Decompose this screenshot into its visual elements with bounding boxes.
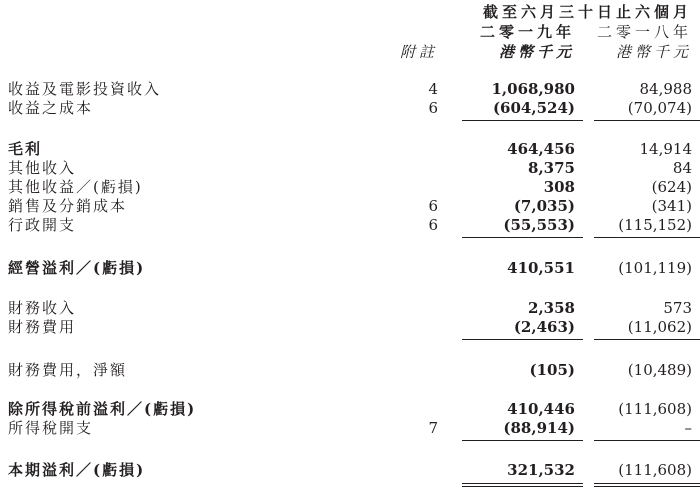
rule-2018-after-admin [594, 237, 700, 238]
double-rule-2019-bottom [462, 486, 583, 487]
row-2019-finance-costs: (2,463) [513, 318, 575, 336]
row-2019-income-tax: (88,914) [503, 419, 575, 437]
rule-2019-after-tax [462, 440, 583, 441]
rule-2018-after-finance [594, 339, 700, 340]
row-note-income-tax: 7 [428, 419, 438, 437]
currency-2018-header: 港幣千元 [615, 43, 692, 61]
row-2018-selling-costs: (341) [651, 197, 692, 215]
row-2019-other-gains: 308 [543, 178, 575, 196]
row-label-gross-profit: 毛利 [8, 140, 43, 158]
row-2018-other-gains: (624) [651, 178, 692, 196]
row-label-revenue: 收益及電影投資收入 [8, 80, 162, 98]
year-2018-header: 二零一八年 [596, 23, 692, 41]
row-label-other-income: 其他收入 [8, 159, 77, 177]
row-2018-revenue: 84,988 [639, 80, 692, 98]
row-2018-cost-of-revenue: (70,074) [627, 99, 692, 117]
row-2018-admin-expenses: (115,152) [618, 216, 692, 234]
row-note-admin-expenses: 6 [428, 216, 438, 234]
note-header: 附註 [399, 43, 438, 61]
row-label-other-gains: 其他收益／(虧損) [8, 178, 143, 196]
row-2019-admin-expenses: (55,553) [503, 216, 575, 234]
row-note-cost-of-revenue: 6 [428, 99, 438, 117]
row-label-cost-of-revenue: 收益之成本 [8, 99, 94, 117]
row-note-revenue: 4 [428, 80, 438, 98]
currency-2019-header: 港幣千元 [498, 43, 575, 61]
rule-2018-after-cost [594, 120, 700, 121]
double-rule-2019-top [462, 483, 583, 484]
row-2019-finance-income: 2,358 [528, 299, 575, 317]
row-label-finance-income: 財務收入 [8, 299, 77, 317]
row-2018-profit-before-tax: (111,608) [618, 400, 692, 418]
row-2019-revenue: 1,068,980 [491, 80, 575, 98]
row-2018-profit-for-period: (111,608) [618, 461, 692, 479]
row-2018-finance-costs: (11,062) [627, 318, 692, 336]
row-label-income-tax: 所得稅開支 [8, 419, 94, 437]
row-2019-gross-profit: 464,456 [507, 140, 575, 158]
row-2019-finance-net: (105) [529, 361, 575, 379]
row-2018-gross-profit: 14,914 [639, 140, 692, 158]
row-label-operating-profit: 經營溢利／(虧損) [8, 259, 146, 277]
rule-2018-after-tax [594, 440, 700, 441]
row-2019-selling-costs: (7,035) [513, 197, 575, 215]
rule-2019-after-finance [462, 339, 583, 340]
row-2018-operating-profit: (101,119) [618, 259, 692, 277]
row-2019-profit-before-tax: 410,446 [507, 400, 575, 418]
row-label-profit-before-tax: 除所得稅前溢利／(虧損) [8, 400, 197, 418]
row-note-selling-costs: 6 [428, 197, 438, 215]
double-rule-2018-bottom [594, 486, 700, 487]
rule-2019-after-admin [462, 237, 583, 238]
period-header: 截至六月三十日止六個月 [482, 3, 692, 21]
row-2018-other-income: 84 [672, 159, 692, 177]
row-2018-income-tax: – [684, 419, 692, 437]
row-label-selling-costs: 銷售及分銷成本 [8, 197, 128, 215]
row-label-profit-for-period: 本期溢利／(虧損) [8, 461, 146, 479]
row-2018-finance-income: 573 [663, 299, 692, 317]
double-rule-2018-top [594, 483, 700, 484]
row-label-finance-costs: 財務費用 [8, 318, 77, 336]
row-2019-operating-profit: 410,551 [507, 259, 575, 277]
row-2019-other-income: 8,375 [528, 159, 575, 177]
row-2018-finance-net: (10,489) [627, 361, 692, 379]
rule-2019-after-cost [462, 120, 583, 121]
row-label-admin-expenses: 行政開支 [8, 216, 77, 234]
row-2019-cost-of-revenue: (604,524) [492, 99, 575, 117]
row-2019-profit-for-period: 321,532 [507, 461, 575, 479]
row-label-finance-net: 財務費用，淨額 [8, 361, 128, 379]
year-2019-header: 二零一九年 [479, 23, 575, 41]
